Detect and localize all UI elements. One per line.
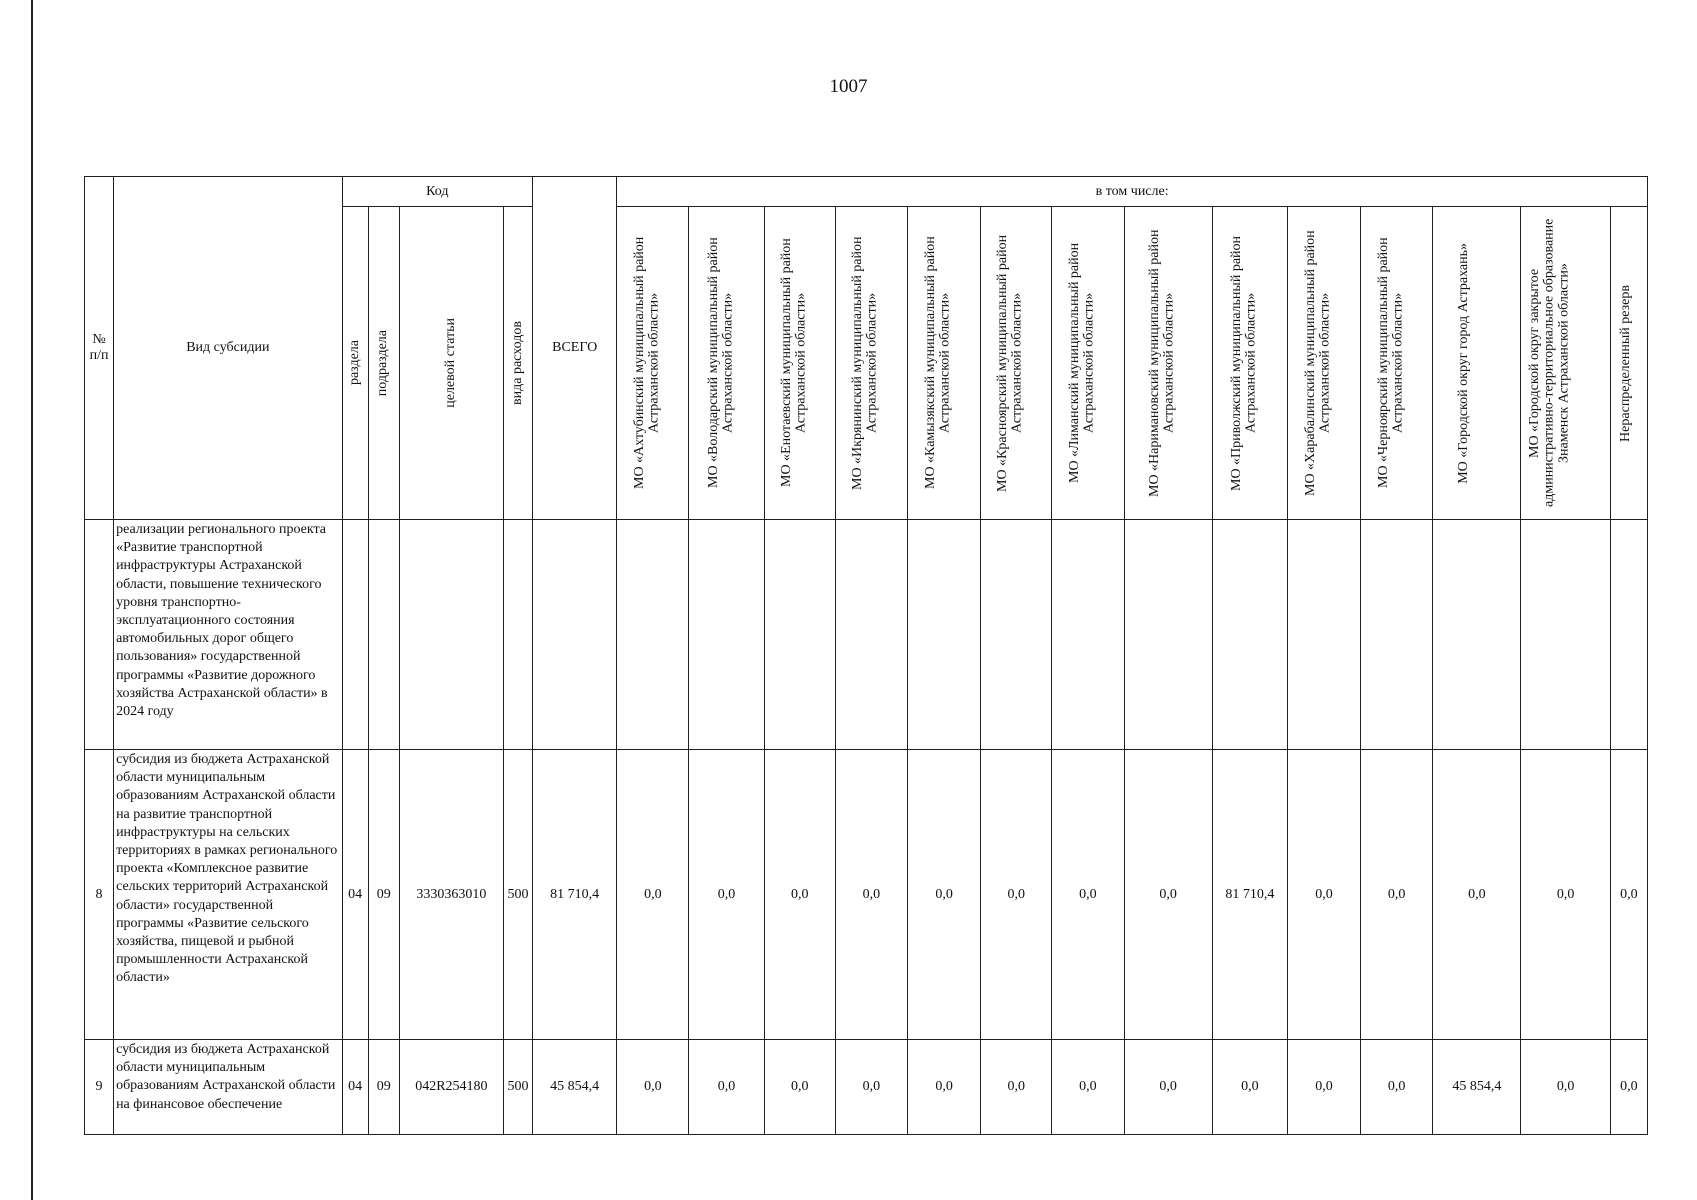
row-value: 0,0	[617, 1040, 689, 1135]
row-subsection: 09	[368, 1040, 399, 1135]
row-subsection	[368, 520, 399, 750]
row-value	[1610, 520, 1647, 750]
header-mo-kharabalinsky: МО «Харабалинский муниципальный район Астраханской области»	[1287, 207, 1360, 520]
header-mo-volodarsky: МО «Володарский муниципальный район Астраханской области»	[689, 207, 764, 520]
row-value: 0,0	[907, 1040, 980, 1135]
header-including: в том числе:	[617, 177, 1648, 207]
row-value: 0,0	[1361, 1040, 1433, 1135]
row-value: 45 854,4	[1433, 1040, 1521, 1135]
row-expense	[504, 520, 533, 750]
header-reserve: Нераспределенный резерв	[1610, 207, 1647, 520]
header-code: Код	[342, 177, 532, 207]
binding-line	[31, 0, 33, 1200]
row-num	[85, 520, 114, 750]
row-description: субсидия из бюджета Астраханской области муниципальным образованиям Астраханской области на финансовое обеспечение	[114, 1040, 343, 1135]
row-total: 81 710,4	[533, 750, 617, 1040]
row-section: 04	[342, 750, 368, 1040]
row-num: 9	[85, 1040, 114, 1135]
row-value: 0,0	[1521, 750, 1610, 1040]
row-value: 0,0	[617, 750, 689, 1040]
row-value: 0,0	[1287, 750, 1360, 1040]
row-value	[1124, 520, 1212, 750]
row-value	[835, 520, 907, 750]
header-mo-akhtubinsky: МО «Ахтубинский муниципальный район Астраханской области»	[617, 207, 689, 520]
row-value: 0,0	[1610, 1040, 1647, 1135]
row-value	[1212, 520, 1287, 750]
row-section: 04	[342, 1040, 368, 1135]
header-subsidy-type: Вид субсидии	[114, 177, 343, 520]
row-target: 042R254180	[399, 1040, 503, 1135]
header-section: раздела	[342, 207, 368, 520]
table-row	[85, 750, 1648, 1040]
row-value: 0,0	[981, 750, 1052, 1040]
row-subsection: 09	[368, 750, 399, 1040]
row-value: 81 710,4	[1212, 750, 1287, 1040]
row-expense: 500	[504, 1040, 533, 1135]
header-target-article: целевой статьи	[399, 207, 503, 520]
row-value: 0,0	[1124, 1040, 1212, 1135]
row-value: 0,0	[1052, 1040, 1124, 1135]
page-number: 1007	[829, 76, 868, 97]
row-num: 8	[85, 750, 114, 1040]
row-value: 0,0	[1521, 1040, 1610, 1135]
header-num: № п/п	[85, 177, 114, 520]
row-value: 0,0	[1052, 750, 1124, 1040]
header-mo-privolzhsky: МО «Приволжский муниципальный район Астраханской области»	[1212, 207, 1287, 520]
row-value	[617, 520, 689, 750]
row-value	[1521, 520, 1610, 750]
header-mo-limansky: МО «Лиманский муниципальный район Астраханской области»	[1052, 207, 1124, 520]
header-mo-chernoyarsky: МО «Черноярский муниципальный район Астраханской области»	[1361, 207, 1433, 520]
table-row	[85, 520, 1648, 750]
row-value	[764, 520, 835, 750]
header-mo-astrakhan-city: МО «Городской округ город Астрахань»	[1433, 207, 1521, 520]
header-total: ВСЕГО	[533, 177, 617, 520]
header-mo-kamyzyaksky: МО «Камызякский муниципальный район Астраханской области»	[907, 207, 980, 520]
row-value: 0,0	[1124, 750, 1212, 1040]
row-value	[1361, 520, 1433, 750]
row-value	[1433, 520, 1521, 750]
row-value: 0,0	[907, 750, 980, 1040]
header-mo-enotaevsky: МО «Енотаевский муниципальный район Астраханской области»	[764, 207, 835, 520]
row-target: 3330363010	[399, 750, 503, 1040]
row-value: 0,0	[835, 1040, 907, 1135]
subsidy-table	[84, 176, 1648, 1135]
row-value: 0,0	[835, 750, 907, 1040]
row-value: 0,0	[1212, 1040, 1287, 1135]
header-mo-znamensk: МО «Городской округ закрытое административно-территориальное образование Знаменск Астраханской области»	[1521, 207, 1610, 520]
row-value: 0,0	[981, 1040, 1052, 1135]
row-value: 0,0	[764, 750, 835, 1040]
row-target	[399, 520, 503, 750]
header-expense-type: вида расходов	[504, 207, 533, 520]
row-value	[689, 520, 764, 750]
row-expense: 500	[504, 750, 533, 1040]
row-value	[1052, 520, 1124, 750]
header-subsection: подраздела	[368, 207, 399, 520]
row-section	[342, 520, 368, 750]
header-mo-narimanovsky: МО «Наримановский муниципальный район Астраханской области»	[1124, 207, 1212, 520]
row-value	[907, 520, 980, 750]
row-value: 0,0	[1433, 750, 1521, 1040]
row-value: 0,0	[1610, 750, 1647, 1040]
header-mo-krasnoyarsky: МО «Красноярский муниципальный район Астраханской области»	[981, 207, 1052, 520]
table-row	[85, 1040, 1648, 1135]
row-total: 45 854,4	[533, 1040, 617, 1135]
row-description: реализации регионального проекта «Развитие транспортной инфраструктуры Астраханской области, повышение технического уровня транспортно-эксплуатационного состояния автомобильных дорог общего пользования» государственной программы «Развитие дорожного хозяйства Астраханской области» в 2024 году	[114, 520, 343, 750]
row-value	[1287, 520, 1360, 750]
row-value: 0,0	[1361, 750, 1433, 1040]
row-value	[981, 520, 1052, 750]
row-value: 0,0	[764, 1040, 835, 1135]
header-mo-ikryaninsky: МО «Икрянинский муниципальный район Астраханской области»	[835, 207, 907, 520]
row-total	[533, 520, 617, 750]
row-value: 0,0	[1287, 1040, 1360, 1135]
table-body	[85, 520, 1648, 1135]
row-value: 0,0	[689, 750, 764, 1040]
row-value: 0,0	[689, 1040, 764, 1135]
row-description: субсидия из бюджета Астраханской области муниципальным образованиям Астраханской области на развитие транспортной инфраструктуры на сельских территориях в рамках регионального проекта «Комплексное развитие сельских территорий Астраханской области» государственной программы «Развитие сельского хозяйства, пищевой и рыбной промышленности Астраханской области»	[114, 750, 343, 1040]
